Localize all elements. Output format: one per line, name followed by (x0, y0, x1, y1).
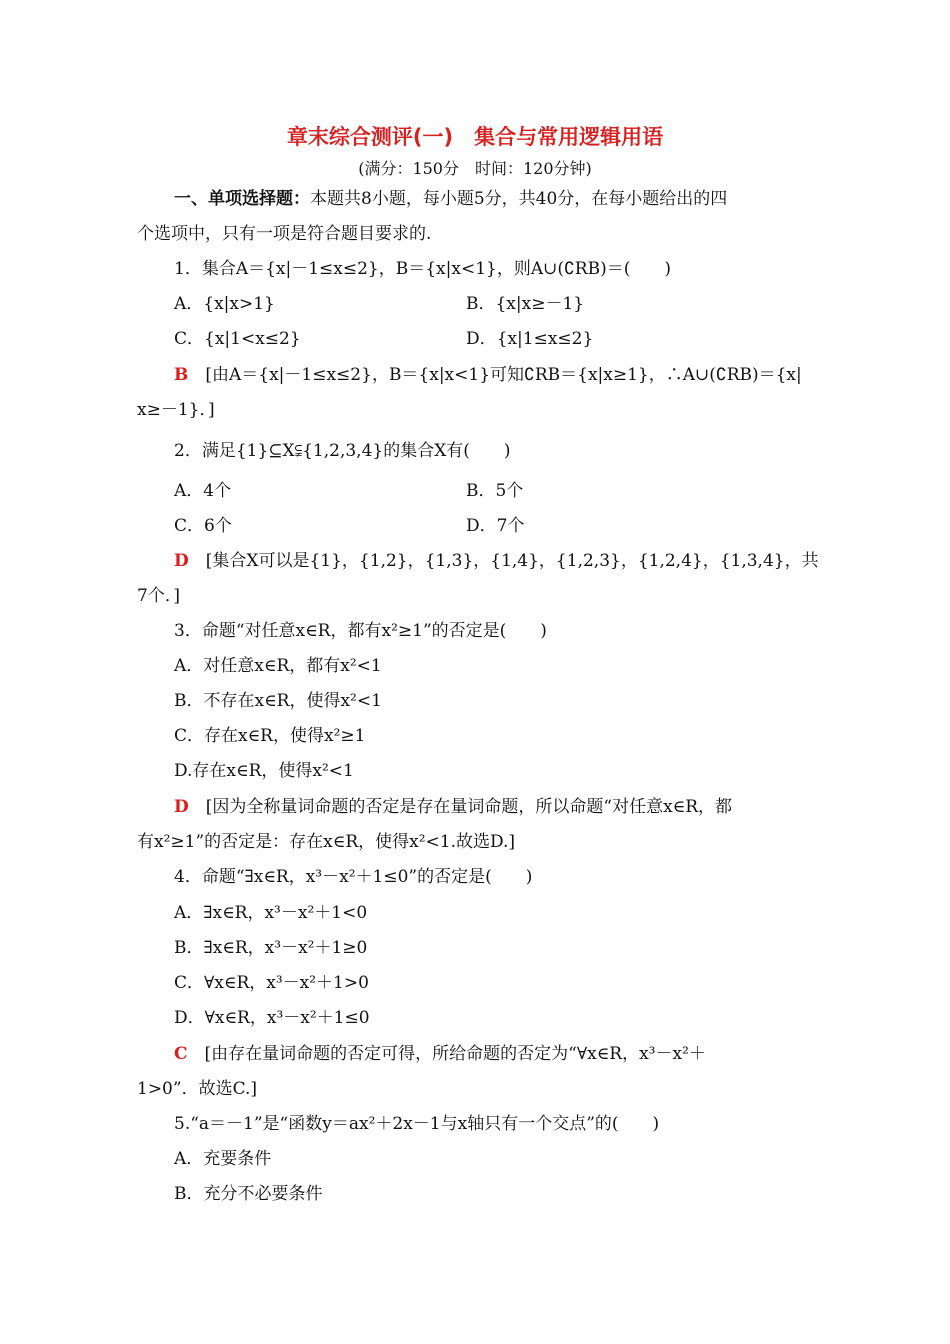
section-intro-text: 本题共8小题，每小题5分，共40分，在每小题给出的四 (310, 189, 728, 209)
q1-explanation-line-1 (174, 364, 802, 386)
q3-option-d: D.存在x∈R，使得x²<1 (174, 761, 354, 781)
q2-explanation-line-2: 7个．] (137, 586, 180, 606)
q3-option-c: C．存在x∈R，使得x²≥1 (174, 726, 366, 746)
q5-option-a: A．充要条件 (174, 1149, 272, 1169)
q1-explanation-line-2: x≥－1}．] (137, 400, 215, 420)
q2-answer: D (174, 551, 189, 571)
q3-option-b: B．不存在x∈R，使得x²<1 (174, 691, 382, 711)
q4-explanation-line-1 (174, 1043, 706, 1065)
q5-stem: 5.“a＝－1”是“函数y＝ax²＋2x－1与x轴只有一个交点”的( ) (174, 1114, 660, 1134)
q2-option-a: A．4个 (174, 481, 232, 501)
q4-option-b: B．∃x∈R，x³－x²＋1≥0 (174, 938, 368, 958)
page-title: 章末综合测评(一) 集合与常用逻辑用语 (286, 125, 664, 149)
q3-explanation-line-2: 有x²≥1”的否定是：存在x∈R，使得x²<1.故选D.] (137, 832, 516, 852)
q2-option-c: C．6个 (174, 516, 232, 536)
q4-option-d: D．∀x∈R，x³－x²＋1≤0 (174, 1008, 370, 1028)
q1-option-b: B．{x|x≥－1} (466, 294, 585, 314)
q5-option-b: B．充分不必要条件 (174, 1184, 323, 1204)
q4-answer: C (174, 1044, 188, 1064)
q4-explanation-line-2: 1>0”．故选C.] (137, 1079, 258, 1099)
q2-explanation-text: [集合X可以是{1}，{1,2}，{1,3}，{1,4}，{1,2,3}，{1,2,4}，{1,3,4}，共 (205, 551, 819, 571)
q2-stem: 2．满足{1}⊆X⫋{1,2,3,4}的集合X有( ) (174, 441, 511, 461)
q3-explanation-line-1 (174, 796, 732, 818)
q1-explanation-text: [由A＝{x|－1≤x≤2}，B＝{x|x<1}可知∁RB＝{x|x≥1}，∴A∪(∁RB)＝{x| (205, 365, 802, 385)
q1-stem: 1．集合A＝{x|－1≤x≤2}，B＝{x|x<1}，则A∪(∁RB)＝( ) (174, 259, 671, 279)
q2-option-b: B．5个 (466, 481, 524, 501)
section-heading: 一、单项选择题： (174, 189, 310, 209)
q1-option-d: D．{x|1≤x≤2} (466, 329, 594, 349)
q3-explanation-text: [因为全称量词命题的否定是存在量词命题，所以命题“对任意x∈R，都 (205, 797, 733, 817)
q1-option-a: A．{x|x>1} (174, 294, 275, 314)
q2-option-d: D．7个 (466, 516, 525, 536)
q3-answer: D (174, 797, 189, 817)
page-subtitle: (满分：150分 时间：120分钟) (358, 159, 592, 178)
q4-option-a: A．∃x∈R，x³－x²＋1<0 (174, 903, 368, 923)
q1-option-c: C．{x|1<x≤2} (174, 329, 301, 349)
q1-answer: B (174, 365, 189, 385)
section-intro-line-1 (174, 188, 727, 210)
q2-explanation-line-1 (174, 550, 819, 572)
q4-stem: 4．命题“∃x∈R，x³－x²＋1≤0”的否定是( ) (174, 867, 533, 887)
q4-explanation-text: [由存在量词命题的否定可得，所给命题的否定为“∀x∈R，x³－x²＋ (204, 1044, 706, 1064)
q3-stem: 3．命题“对任意x∈R，都有x²≥1”的否定是( ) (174, 621, 547, 641)
q3-option-a: A．对任意x∈R，都有x²<1 (174, 656, 382, 676)
q4-option-c: C．∀x∈R，x³－x²＋1>0 (174, 973, 369, 993)
section-intro-line-2: 个选项中，只有一项是符合题目要求的. (137, 224, 432, 244)
